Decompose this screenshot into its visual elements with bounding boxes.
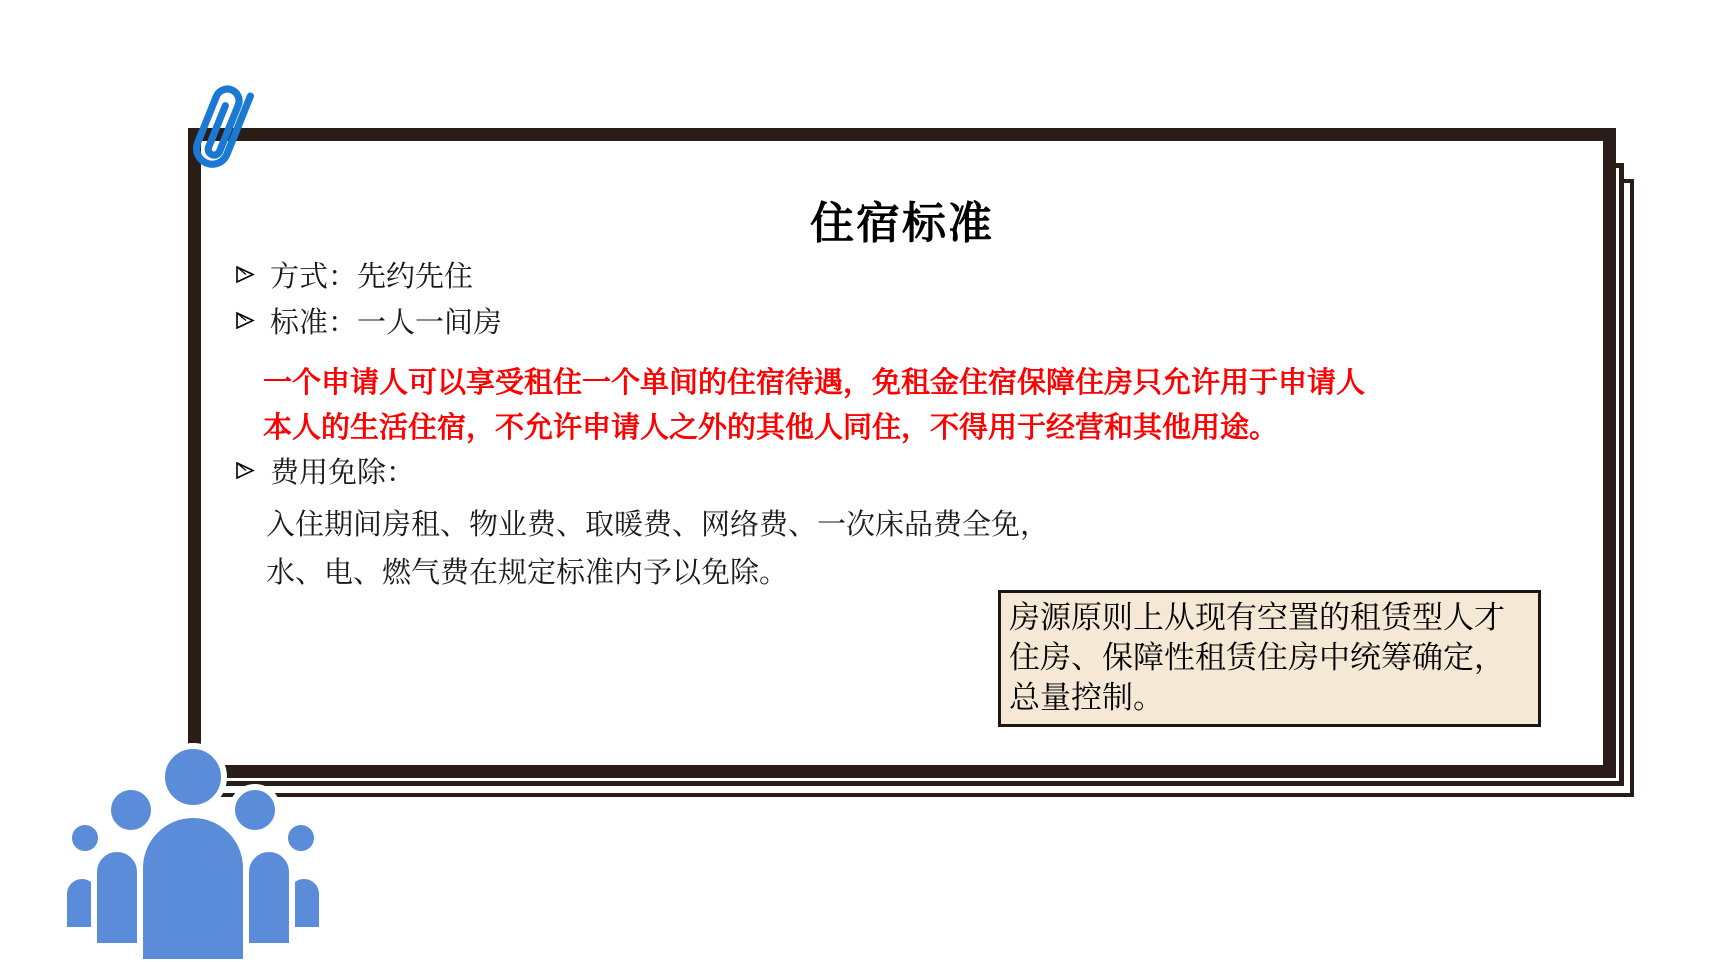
bullet-item-method [235, 254, 473, 295]
fee-detail-line-2: 水、电、燃气费在规定标准内予以免除。 [266, 557, 789, 589]
emphasis-text-line-1: 一个申请人可以享受租住一个单间的住宿待遇，免租金住宿保障住房只允许用于申请人 [263, 367, 1366, 399]
note-line: 房源原则上从现有空置的租赁型人才 [1009, 600, 1505, 635]
arrow-bullet-icon [235, 264, 256, 285]
page-title: 住宿标准 [810, 199, 994, 248]
arrow-bullet-icon [235, 310, 256, 331]
note-line: 总量控制。 [1009, 680, 1164, 715]
fee-detail-line-1: 入住期间房租、物业费、取暖费、网络费、一次床品费全免， [266, 509, 1050, 541]
bullet-label: 标准：一人一间房 [270, 307, 503, 339]
slide-card [188, 128, 1616, 778]
bullet-item-fee-exemption [235, 450, 415, 491]
note-line: 住房、保障性租赁住房中统筹确定， [1009, 640, 1505, 675]
bullet-item-standard [235, 300, 502, 341]
arrow-bullet-icon [235, 460, 256, 481]
people-group-icon [58, 680, 328, 962]
bullet-label: 费用免除： [270, 457, 416, 489]
housing-source-note-box [998, 590, 1541, 727]
emphasis-text-line-2: 本人的生活住宿，不允许申请人之外的其他人同住，不得用于经营和其他用途。 [263, 412, 1279, 444]
bullet-label: 方式：先约先住 [270, 261, 474, 293]
paperclip-icon [186, 76, 264, 186]
